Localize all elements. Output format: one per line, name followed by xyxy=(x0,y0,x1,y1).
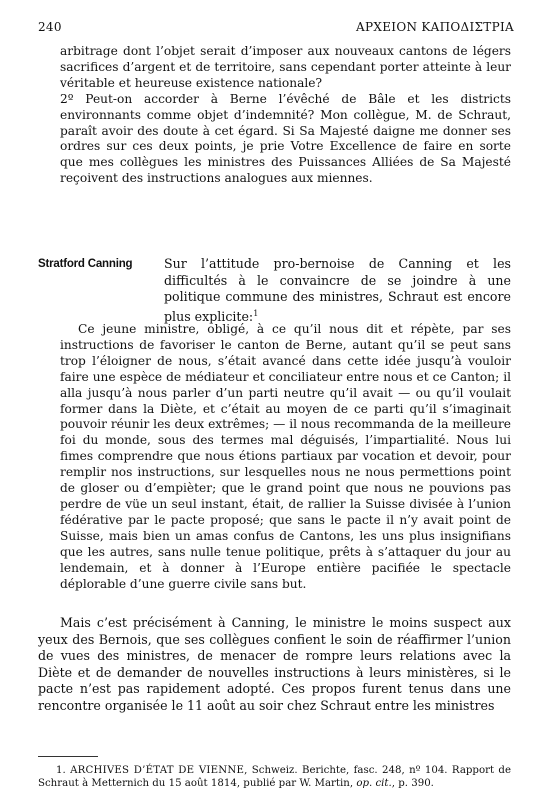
footnote-divider xyxy=(38,756,98,757)
footnote-citation: op. cit. xyxy=(356,778,392,790)
body-paragraph-text: Mais c’est précisément à Canning, le ministre le moins suspect aux yeux des Bernois, que ses collègues confient le soin de réaffirmer l’union de vues des ministres, de menacer de rompre leurs relations avec la Diète et de demander de nouvelles instructions à leurs ministères, si le pacte n’est pas rapidement adopté. Ces propos furent tenus dans une rencontre organisée le 11 août au soir chez Schraut entre les ministres xyxy=(38,615,511,713)
canning-quote xyxy=(60,322,511,592)
section-intro xyxy=(164,256,511,325)
top-quote xyxy=(60,44,511,187)
footnote-text-2: , p. 390. xyxy=(391,778,434,790)
body-paragraph xyxy=(38,615,511,714)
running-title: ΑΡΧΕΙΟΝ ΚΑΠΟΔΙΣΤΡΙΑ xyxy=(356,20,514,34)
footnote-source: ARCHIVES D’ÉTAT DE VIENNE xyxy=(70,765,245,776)
page-header xyxy=(38,20,514,34)
footnote-text-1: , Schweiz. Berichte, fasc. 248, nº 104. Rapport de Schraut à Metternich du 15 août 1814, publié par W. Martin, xyxy=(38,765,511,790)
top-quote-paragraph-1: arbitrage dont l’objet serait d’imposer aux nouveaux cantons de légers sacrifices d’argent et de territoire, sans cependant porter atteinte à leur véritable et heureuse existence nationale? xyxy=(60,44,511,90)
section-intro-text: Sur l’attitude pro-bernoise de Canning et les difficultés à le convaincre de se joindre à une politique commune des ministres, Schraut est encore plus explicite: xyxy=(164,256,511,324)
margin-heading: Stratford Canning xyxy=(38,258,133,270)
page-number: 240 xyxy=(38,20,62,34)
footnote xyxy=(38,764,511,790)
footnote-number: 1. xyxy=(56,765,66,776)
footnote-reference: 1 xyxy=(253,308,259,318)
canning-quote-text: Ce jeune ministre, obligé, à ce qu’il nous dit et répète, par ses instructions de favoriser le canton de Berne, autant qu’il se peut sans trop l’éloigner de nous, s’était avancé dans cette idée jusqu’à vouloir faire une espèce de médiateur et conciliateur entre nous et ce Canton; il alla jusqu’à nous parler d’un parti neutre qu’il avait — ou qu’il voulait former dans la Diète, et c’était au moyen de ce parti qu’il s’imaginait pouvoir réunir les deux extrêmes; — il nous recommanda de la meilleure foi du monde, sous des termes mal déguisés, l’impartialité. Nous lui fimes comprendre que nous étions partiaux par vocation et devoir, pour remplir nos instructions, sur lesquelles nous ne nous permettions point de gloser ou d’empièter; que le grand point que nous ne pouvions pas perdre de vüe un seul instant, était, de rallier la Suisse divisée à l’union fédérative par le pacte proposé; que sans le pacte il n’y avait point de Suisse, mais bien un amas confus de Cantons, les uns plus insignifians que les autres, sans nulle tenue politique, prêts à s’attaquer du jour au lendemain, et à donner à l’Europe entière pacifiée le spectacle déplorable d’une guerre civile sans but. xyxy=(60,322,511,591)
top-quote-paragraph-2: 2º Peut-on accorder à Berne l’évêché de Bâle et les districts environnants comme objet d’indemnité? Mon collègue, M. de Schraut, paraît avoir des doute à cet égard. Si Sa Majesté daigne me donner ses ordres sur ces deux points, je prie Votre Excellence de faire en sorte que mes collègues les ministres des Puissances Alliées de Sa Majesté reçoivent des instructions analogues aux miennes. xyxy=(60,91,511,186)
